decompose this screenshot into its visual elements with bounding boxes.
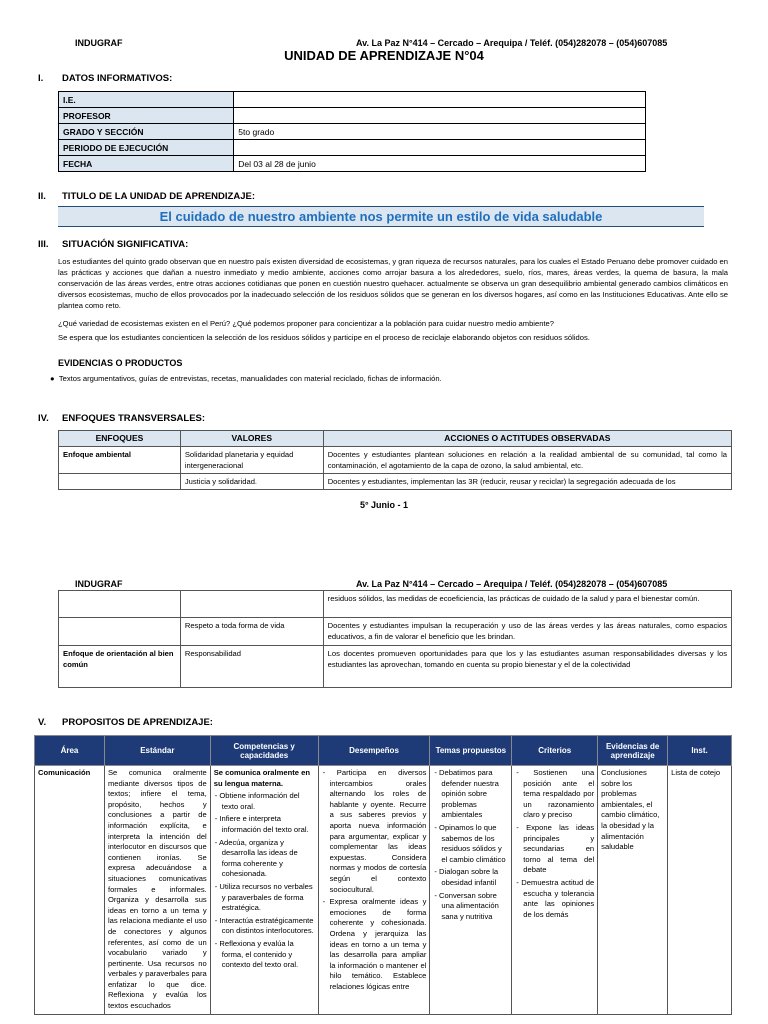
info-value	[234, 108, 646, 124]
estandar-header: Estándar	[104, 736, 210, 766]
header-address: Av. La Paz N°414 – Cercado – Arequipa / Teléf. (054)282078 – (054)607085	[356, 38, 668, 48]
desempenos-cell	[318, 766, 430, 1015]
list-item	[214, 916, 315, 937]
temas-header: Temas propuestos	[430, 736, 512, 766]
list-item	[433, 891, 508, 923]
area-header: Área	[35, 736, 105, 766]
info-table	[58, 91, 646, 172]
enfoques-table-p1	[58, 430, 732, 490]
header-company: INDUGRAF	[75, 38, 123, 48]
valor-cell: Responsabilidad	[180, 646, 323, 688]
area-cell: Comunicación	[35, 766, 105, 1015]
enfoque-cell	[59, 591, 181, 618]
dash-icon: -	[322, 897, 330, 907]
table-row	[59, 591, 732, 618]
info-row	[59, 124, 646, 140]
list-item-text: Interactúa estratégicamente con distintos interlocutores.	[219, 915, 314, 936]
dash-icon: -	[214, 791, 220, 801]
section-titulo: II. TITULO DE LA UNIDAD DE APRENDIZAJE:	[38, 191, 255, 202]
valores-header: VALORES	[180, 431, 323, 447]
enfoques-table-p2	[58, 590, 732, 688]
list-item	[515, 878, 594, 920]
inst-header: Inst.	[668, 736, 732, 766]
dash-icon: -	[322, 768, 337, 777]
header-address-p2: Av. La Paz N°414 – Cercado – Arequipa / Teléf. (054)282078 – (054)607085	[356, 579, 668, 589]
list-item-text: Utiliza recursos no verbales y paraverbales de forma estratégica.	[219, 881, 313, 913]
list-item-text: Demuestra actitud de escucha y tolerancia ante las opiniones de los demás	[521, 877, 595, 919]
competencias-cell	[210, 766, 318, 1015]
info-label: GRADO Y SECCIÓN	[59, 124, 234, 140]
list-item-text: Conversan sobre una alimentación sana y nutritiva	[439, 890, 499, 921]
info-row	[59, 156, 646, 172]
estandar-cell: Se comunica oralmente mediante diversos tipos de textos; infiere el tema, propósito, hechos y conclusiones a partir de información explícita, e interpreta la intención del interlocutor en discursos que contienen ironías. Se expresa adecuándose a situaciones comunicativas formales e informales. Organiza y desarrolla sus ideas en torno a un tema y las relaciona mediante el uso de conectores y algunos referentes, así como de un vocabulario variado y pertinente. Usa recursos no verbales y paraverbales para enfatizar lo que dice. Reflexiona y evalúa los textos escuchados	[104, 766, 210, 1015]
list-item	[322, 897, 427, 992]
list-item-text: Adecúa, organiza y desarrolla las ideas de forma coherente y cohesionada.	[218, 837, 298, 879]
dash-icon: -	[516, 822, 527, 832]
info-value: Del 03 al 28 de junio	[234, 156, 646, 172]
info-label: FECHA	[59, 156, 234, 172]
list-item-text: Expone las ideas principales y secundarias en torno al tema del debate	[523, 822, 595, 875]
list-item	[433, 823, 508, 865]
list-item-text: Participa en diversos intercambios orales alternando los roles de hablante y oyente. Recurre a sus saberes previos y aporta nueva información para argumentar, explicar y complementar las ideas expuestas. Considera normas y modos de cortesía según el contexto sociocultural.	[329, 768, 427, 894]
list-item	[214, 791, 315, 812]
section-datos-informativos: I. DATOS INFORMATIVOS:	[38, 73, 173, 84]
valor-cell: Respeto a toda forma de vida	[180, 618, 323, 646]
info-row	[59, 92, 646, 108]
enfoque-cell	[59, 618, 181, 646]
accion-cell: Docentes y estudiantes, implementan las 3R (reducir, reusar y reciclar) la segregación adecuada de los	[323, 474, 731, 490]
list-item	[214, 838, 315, 880]
table-row	[35, 766, 732, 1015]
dash-icon: -	[214, 915, 220, 925]
dash-icon: -	[434, 768, 440, 777]
accion-cell: Los docentes promueven oportunidades para que los y las estudiantes asuman responsabilidades diversas y los estudiantes las aprovechan, tomando en cuenta su propio bienestar y el de la colectividad	[323, 646, 731, 688]
valor-cell: Solidaridad planetaria y equidad intergeneracional	[180, 447, 323, 474]
info-label: I.E.	[59, 92, 234, 108]
table-row	[59, 646, 732, 688]
enfoque-cell: Enfoque ambiental	[59, 447, 181, 474]
table-row	[59, 447, 732, 474]
dash-icon: -	[434, 890, 440, 900]
info-value	[234, 92, 646, 108]
list-item-text: Obtiene información del texto oral.	[219, 791, 300, 811]
unit-title: El cuidado de nuestro ambiente nos permite un estilo de vida saludable	[58, 206, 704, 227]
situacion-text: Los estudiantes del quinto grado observan que en nuestro país existen diversidad de ecosistemas, y gran riqueza de recursos naturales, para los cuales el Estado Peruano debe promover cuidado en las prácticas y acciones que dañan a nuestro inmediato y medio ambiente, acciones como arrojar basura a los alrededores, suelo, ríos, mares, áreas verdes, la quema de basura, la mala conservación de las áreas verdes, entre otras acciones cotidianas que ponen en cuestión nuestro quehacer. actualmente se observa un gran desequilibrio ambiental generado cambios climáticos en diversos ecosistemas, mucho de ellos provocados por la inadecuado selección de los residuos sólidos que se generan en los diversos hogares, así como en las Instituciones Educativas. Ante ello se plantea como reto.	[58, 257, 728, 310]
list-item-text: Dialogan sobre la obesidad infantil	[439, 867, 499, 887]
competencia-title: Se comunica oralmente en su lengua materna.	[213, 768, 310, 788]
inst-cell: Lista de cotejo	[668, 766, 732, 1015]
section-situacion: III. SITUACIÓN SIGNIFICATIVA:	[38, 239, 189, 250]
evidencias-header: Evidencias de aprendizaje	[598, 736, 668, 766]
enfoques-header: ENFOQUES	[59, 431, 181, 447]
dash-icon: -	[434, 822, 440, 832]
list-item-text: Opinamos lo que sabemos de los residuos sólidos y el cambio climático	[439, 822, 506, 864]
competencias-header: Competencias y capacidades	[210, 736, 318, 766]
enfoque-cell	[59, 474, 181, 490]
list-item-text: Reflexiona y evalúa la forma, el contenido y contexto del texto oral.	[219, 938, 299, 970]
dash-icon: -	[434, 867, 440, 877]
dash-icon: -	[214, 837, 219, 847]
evidencias-title: EVIDENCIAS O PRODUCTOS	[58, 358, 183, 368]
dash-icon: -	[516, 768, 534, 777]
acciones-header: ACCIONES O ACTITUDES OBSERVADAS	[323, 431, 731, 447]
list-item	[214, 882, 315, 914]
list-item	[214, 939, 315, 971]
criterios-cell	[512, 766, 598, 1015]
bullet-icon: ●	[50, 374, 55, 383]
list-item	[515, 823, 594, 876]
preguntas-text: ¿Qué variedad de ecosistemas existen en el Perú? ¿Qué podemos proponer para concientizar a la población para cuidar nuestro medio ambiente?	[58, 319, 554, 328]
info-label: PERIODO DE EJECUCIÓN	[59, 140, 234, 156]
list-item-text: Debatimos para defender nuestra opinión sobre problemas ambientales	[439, 768, 499, 820]
accion-cell: residuos sólidos, las medidas de ecoeficiencia, las prácticas de cuidado de la salud y para el bienestar común.	[323, 591, 731, 618]
info-value	[234, 140, 646, 156]
temas-cell	[430, 766, 512, 1015]
evidencias-cell: Conclusiones sobre los problemas ambientales, el cambio climático, la obesidad y la alimentación saludable	[598, 766, 668, 1015]
info-row	[59, 140, 646, 156]
info-label: PROFESOR	[59, 108, 234, 124]
evidencias-item: ● Textos argumentativos, guías de entrevistas, recetas, manualidades con material reciclado, fichas de información.	[50, 374, 442, 383]
dash-icon: -	[214, 938, 220, 948]
list-item-text: Sostienen una posición ante el tema respaldado por un razonamiento claro y preciso	[523, 768, 595, 820]
section-propositos: V. PROPOSITOS DE APRENDIZAJE:	[38, 717, 213, 728]
page-footer: 5° Junio - 1	[359, 500, 409, 510]
propositos-table	[34, 735, 732, 1015]
valor-cell	[180, 591, 323, 618]
list-item	[515, 768, 594, 821]
list-item-text: Infiere e interpreta información del texto oral.	[219, 814, 309, 834]
list-item	[322, 768, 427, 895]
section-enfoques: IV. ENFOQUES TRANSVERSALES:	[38, 413, 206, 424]
info-row	[59, 108, 646, 124]
desempenos-header: Desempeños	[318, 736, 430, 766]
enfoque-cell: Enfoque de orientación al bien común	[59, 646, 181, 688]
dash-icon: -	[516, 877, 522, 887]
list-item-text: Expresa oralmente ideas y emociones de forma coherente y cohesionada. Ordena y jerarquiza las ideas en torno a un tema y las desarrolla para ampliar la información o mantener el hilo temático. Establece relaciones lógicas entre	[329, 897, 427, 991]
accion-cell: Docentes y estudiantes plantean soluciones en relación a la realidad ambiental de su comunidad, tal como la contaminación, el agotamiento de la capa de ozono, la salud ambiental, etc.	[323, 447, 731, 474]
list-item	[433, 867, 508, 888]
dash-icon: -	[214, 814, 220, 824]
dash-icon: -	[214, 881, 220, 891]
info-value: 5to grado	[234, 124, 646, 140]
list-item	[214, 814, 315, 835]
criterios-header: Criterios	[512, 736, 598, 766]
list-item	[433, 768, 508, 821]
valor-cell: Justicia y solidaridad.	[180, 474, 323, 490]
page-title: UNIDAD DE APRENDIZAJE N°04	[284, 48, 484, 63]
espera-text: Se espera que los estudiantes concienticen la selección de los residuos sólidos y participe en el proceso de reciclaje elaborando objetos con residuos sólidos.	[58, 333, 590, 342]
accion-cell: Docentes y estudiantes impulsan la recuperación y uso de las áreas verdes y las áreas naturales, como espacios educativos, a fin de valorar el beneficio que les brindan.	[323, 618, 731, 646]
table-row	[59, 618, 732, 646]
table-row	[59, 474, 732, 490]
header-company-p2: INDUGRAF	[75, 579, 123, 589]
